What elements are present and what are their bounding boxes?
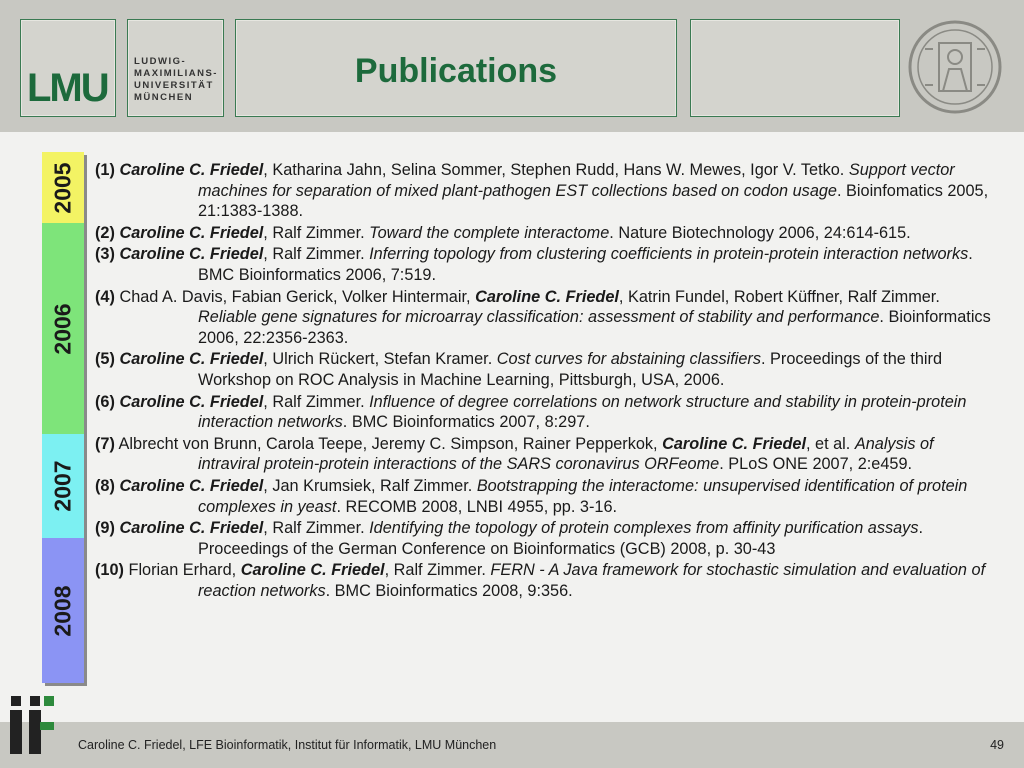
publication-text: . Proceedings of the German Conference on Bioinformatics (GCB) 2008, p. 30-43 [198, 519, 923, 558]
publication-number: (9) [95, 519, 115, 538]
publication-text: , Jan Krumsiek, Ralf Zimmer. [263, 476, 477, 495]
author-highlight: Caroline C. Friedel [119, 392, 264, 411]
publication-title: Inferring topology from clustering coefficients in protein-protein interaction networks [369, 245, 969, 264]
publication-text: , Katharina Jahn, Selina Sommer, Stephen Rudd, Hans W. Mewes, Igor V. Tetko. [263, 161, 849, 179]
publication-entry [95, 518, 995, 559]
publication-title: FERN - A Java framework for stochastic simulation and evaluation of reaction networks [198, 561, 986, 600]
university-name-box [127, 19, 224, 117]
publication-text: . BMC Bioinformatics 2008, 9:356. [325, 581, 573, 600]
lmu-logo: LMU [27, 66, 108, 110]
publication-number: (6) [95, 392, 115, 411]
publication-text: , Ralf Zimmer. [263, 519, 370, 538]
publication-text: . BMC Bioinformatics 2006, 7:519. [198, 245, 973, 284]
author-highlight: Caroline C. Friedel [119, 476, 264, 495]
publication-entry [95, 476, 995, 517]
author-highlight: Caroline C. Friedel [240, 561, 385, 580]
publication-text: . Proceedings of the third Workshop on ROC Analysis in Machine Learning, Pittsburgh, USA, 2006. [198, 350, 942, 389]
publication-entry [95, 244, 995, 285]
title-box [235, 19, 677, 117]
publication-text: , Ralf Zimmer. [384, 561, 491, 580]
publication-text: . Nature Biotechnology 2006, 24:614-615. [609, 223, 911, 242]
year-label: 2007 [49, 460, 76, 512]
year-label: 2008 [49, 584, 76, 637]
year-2006-band [42, 223, 84, 434]
blank-header-box [690, 19, 900, 117]
university-line: MAXIMILIANS- [134, 68, 218, 79]
publication-number: (8) [95, 476, 115, 495]
author-highlight: Caroline C. Friedel [119, 350, 264, 369]
publication-title: Analysis of intraviral protein-protein interactions of the SARS coronavirus ORFeome [198, 434, 934, 474]
publication-number: (10) [95, 561, 124, 580]
author-highlight: Caroline C. Friedel [119, 519, 264, 538]
publication-text: . Bioinformatics 2006, 22:2356-2363. [198, 308, 991, 347]
footer-text: Caroline C. Friedel, LFE Bioinformatik, Institut für Informatik, LMU München [78, 738, 497, 752]
publication-title: Support vector machines for separation of mixed plant-pathogen EST collections based on codon usage [198, 161, 955, 200]
publication-number: (2) [95, 223, 115, 242]
publication-text: . BMC Bioinformatics 2007, 8:297. [342, 413, 590, 432]
university-seal-icon [905, 19, 1005, 115]
publication-number: (4) [95, 287, 115, 306]
author-highlight: Caroline C. Friedel [475, 287, 619, 306]
university-line: MÜNCHEN [134, 92, 194, 103]
publication-entry [95, 160, 995, 222]
publication-entry [95, 223, 995, 244]
publication-entry [95, 434, 995, 475]
university-seal-box [905, 19, 1005, 115]
publication-list [95, 160, 995, 602]
publication-text: Chad A. Davis, Fabian Gerick, Volker Hintermair, [119, 287, 476, 306]
publication-title: Cost curves for abstaining classifiers [496, 350, 761, 369]
publication-title: Reliable gene signatures for microarray classification: assessment of stability and performance [198, 308, 880, 327]
publication-text: , Ralf Zimmer. [263, 223, 370, 242]
publication-text: . PLoS ONE 2007, 2:e459. [719, 455, 913, 474]
publication-title: Influence of degree correlations on network structure and stability in protein-protein interaction networks [198, 392, 967, 432]
publication-title: Toward the complete interactome [369, 223, 610, 242]
university-line: UNIVERSITÄT [134, 80, 214, 91]
year-2005-band [42, 152, 84, 223]
publication-number: (3) [95, 245, 115, 264]
publication-text: . Bioinfomatics 2005, 21:1383-1388. [198, 181, 989, 221]
page-number: 49 [990, 738, 1004, 752]
publication-number: (1) [95, 161, 115, 179]
publication-text: , Katrin Fundel, Robert Küffner, Ralf Zimmer. [618, 287, 940, 306]
year-label: 2005 [49, 161, 76, 214]
author-highlight: Caroline C. Friedel [662, 434, 806, 453]
publication-text: Florian Erhard, [128, 561, 241, 580]
university-name [134, 56, 218, 104]
publication-entry [95, 392, 995, 433]
ifi-logo-icon [8, 694, 56, 756]
publication-title: Bootstrapping the interactome: unsupervised identification of protein complexes in yeast [198, 476, 968, 516]
year-2007-band [42, 434, 84, 538]
year-2008-band [42, 538, 84, 683]
publication-title: Identifying the topology of protein complexes from affinity purification assays [369, 519, 919, 538]
publication-text: , et al. [805, 434, 855, 453]
publication-text: , Ralf Zimmer. [263, 245, 370, 264]
year-label: 2006 [49, 302, 76, 355]
publication-entry [95, 349, 995, 390]
publication-text: . RECOMB 2008, LNBI 4955, pp. 3-16. [336, 497, 618, 516]
author-highlight: Caroline C. Friedel [119, 245, 264, 264]
lmu-logo-box [20, 19, 116, 117]
university-line: LUDWIG- [134, 56, 187, 67]
publication-entry [95, 287, 995, 349]
publication-text: Albrecht von Brunn, Carola Teepe, Jeremy C. Simpson, Rainer Pepperkok, [118, 434, 663, 453]
publication-text: , Ulrich Rückert, Stefan Kramer. [263, 350, 497, 369]
author-highlight: Caroline C. Friedel [119, 161, 264, 179]
publication-number: (7) [95, 434, 115, 453]
publication-text: , Ralf Zimmer. [263, 392, 370, 411]
publication-number: (5) [95, 350, 115, 369]
author-highlight: Caroline C. Friedel [119, 223, 264, 242]
slide-title: Publications [354, 52, 558, 90]
publication-entry [95, 560, 995, 601]
